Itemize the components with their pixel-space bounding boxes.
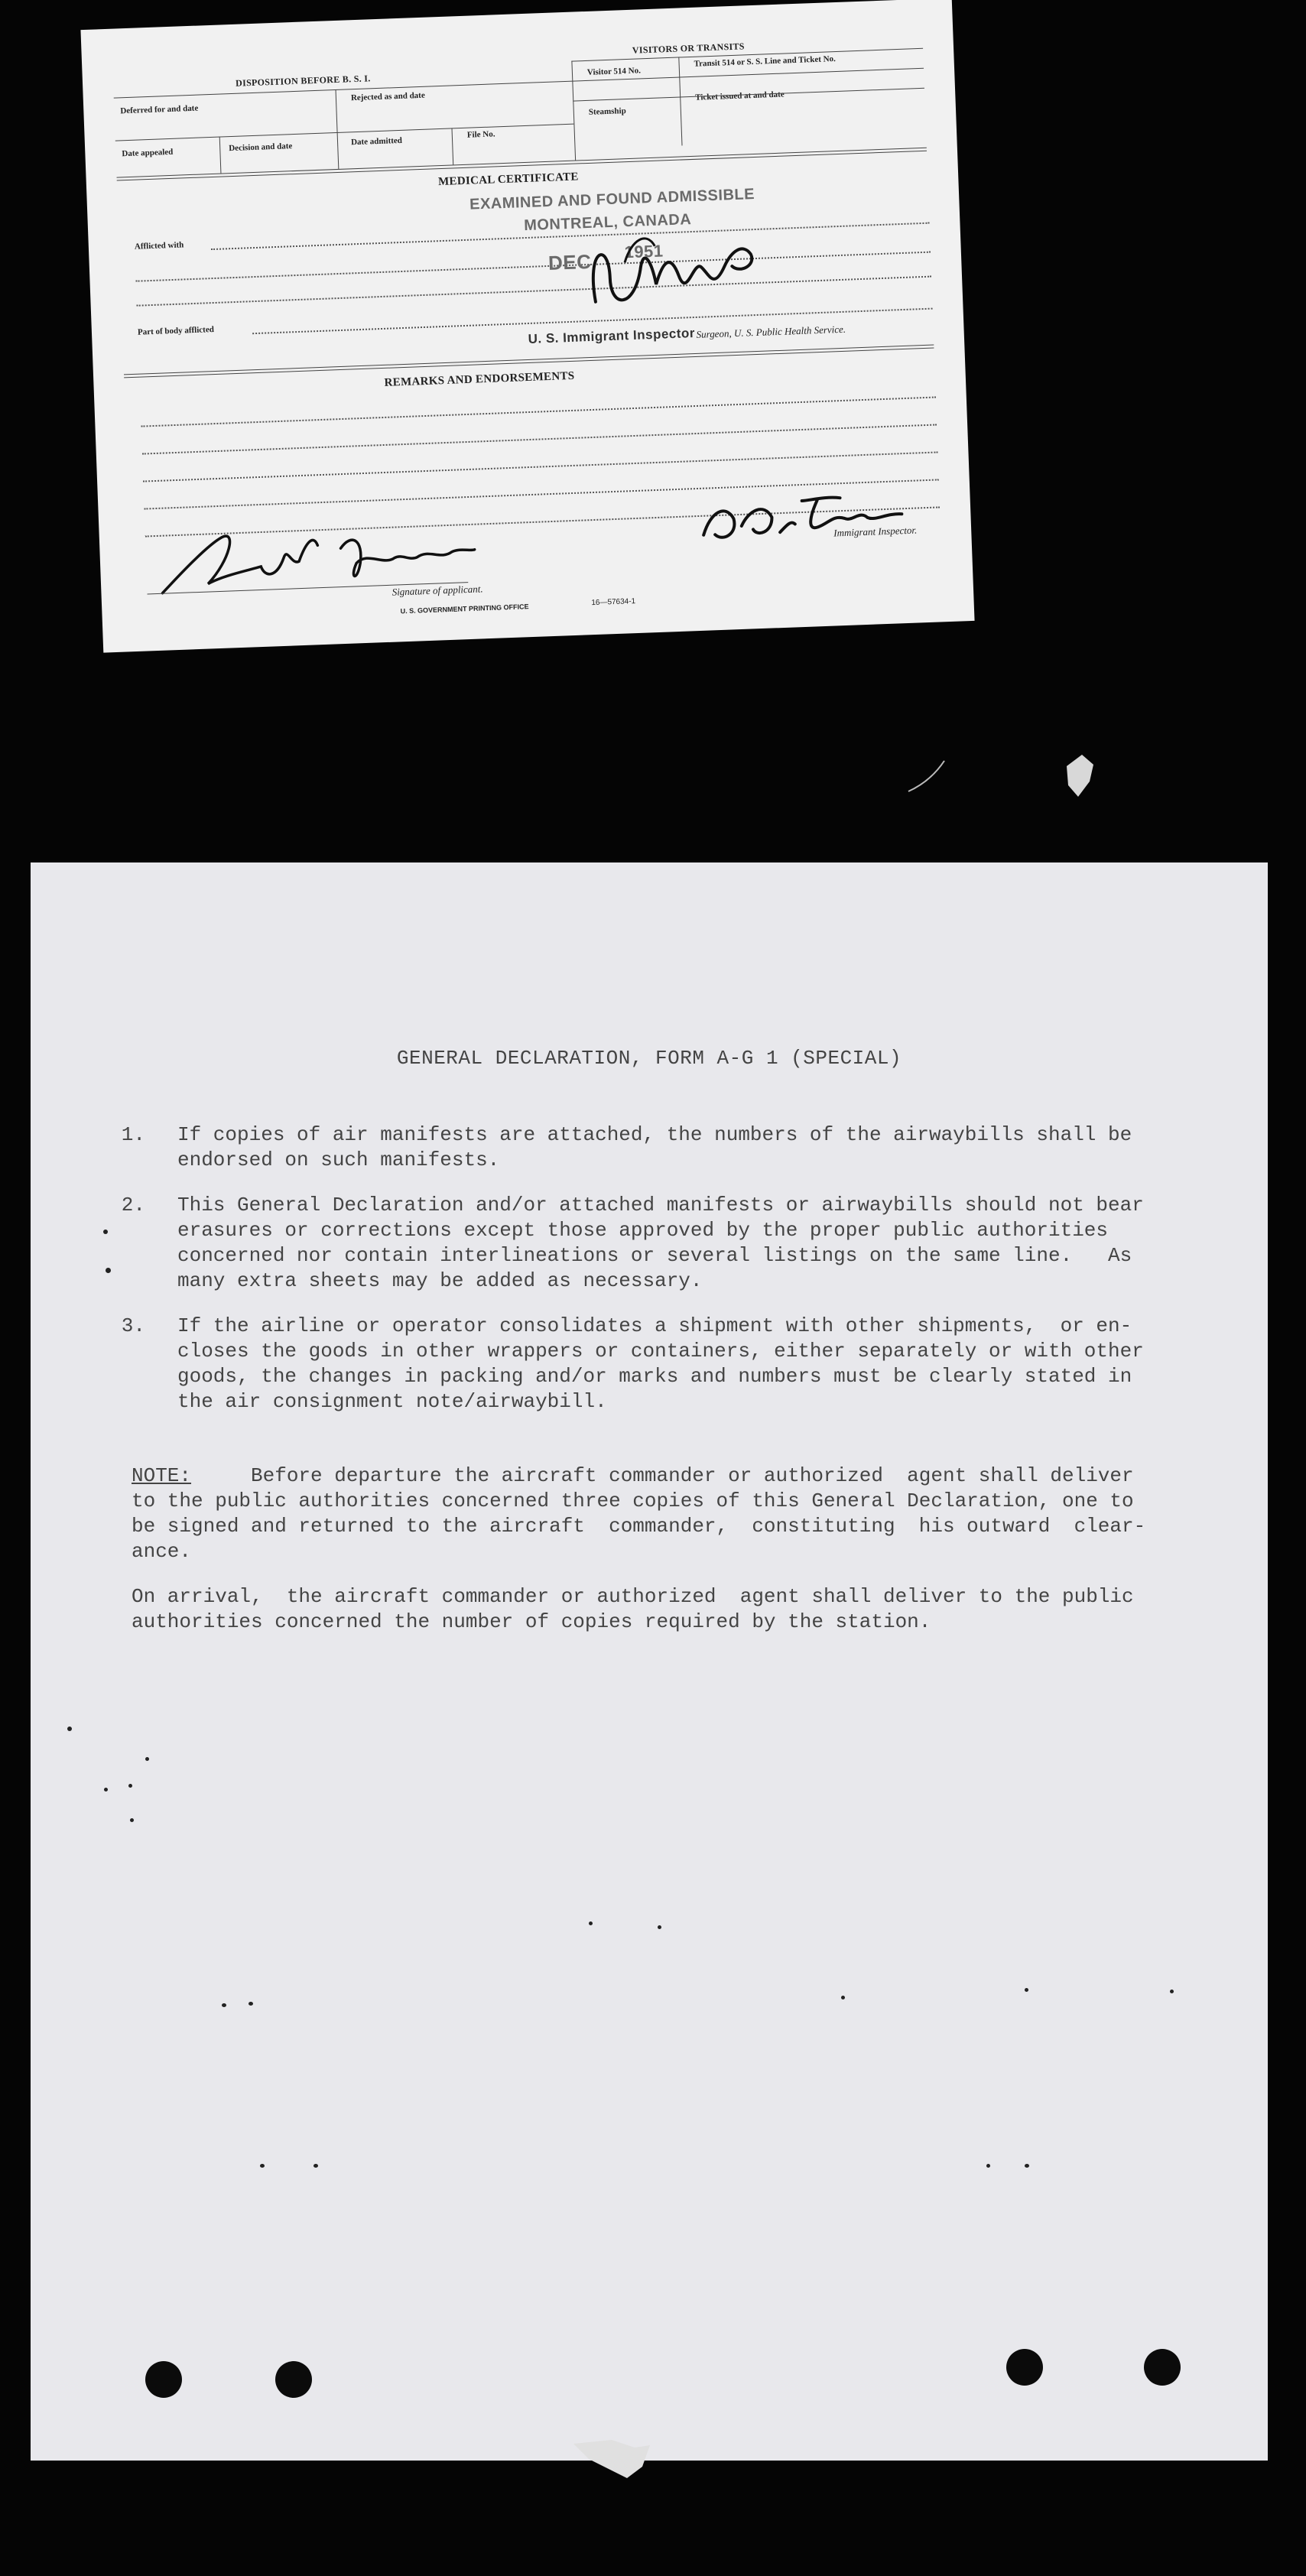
item-3-line: the air consignment note/airwaybill. bbox=[177, 1390, 607, 1413]
speck bbox=[106, 1268, 111, 1273]
divider bbox=[678, 57, 682, 145]
item-1-line: If copies of air manifests are attached, the numbers of the airwaybills shall be bbox=[177, 1123, 1132, 1146]
speck bbox=[128, 1784, 132, 1788]
remarks-title: REMARKS AND ENDORSEMENTS bbox=[384, 369, 575, 389]
divider bbox=[337, 132, 339, 169]
inspector-signature bbox=[694, 474, 911, 551]
stamp-date-month: DEC bbox=[547, 249, 592, 274]
form-number: 16—57634-1 bbox=[591, 597, 636, 608]
divider bbox=[219, 137, 222, 174]
speck bbox=[1025, 2164, 1029, 2168]
printing-office: U. S. GOVERNMENT PRINTING OFFICE bbox=[400, 603, 529, 616]
speck bbox=[249, 2002, 253, 2006]
item-2-line: many extra sheets may be added as necessary. bbox=[177, 1269, 703, 1292]
speck bbox=[658, 1925, 661, 1929]
declaration-title: GENERAL DECLARATION, FORM A-G 1 (SPECIAL) bbox=[396, 1047, 902, 1070]
immigrant-inspector-label: Immigrant Inspector. bbox=[833, 524, 918, 539]
punch-hole bbox=[1006, 2349, 1043, 2386]
arrival-line: On arrival, the aircraft commander or authorized agent shall deliver to the public bbox=[132, 1585, 1134, 1608]
speck bbox=[222, 2003, 226, 2007]
item-number: 2. bbox=[121, 1194, 145, 1217]
item-3-line: If the airline or operator consolidates a shipment with other shipments, or en- bbox=[177, 1314, 1132, 1337]
note-line: ance. bbox=[132, 1540, 192, 1563]
steamship-label: Steamship bbox=[588, 106, 626, 117]
rule bbox=[115, 124, 574, 141]
transit-514-label: Transit 514 or S. S. Line and Ticket No. bbox=[694, 54, 837, 69]
admission-stamp-line2: MONTREAL, CANADA bbox=[523, 211, 692, 235]
item-1-line: endorsed on such manifests. bbox=[177, 1148, 500, 1171]
item-number: 1. bbox=[121, 1123, 145, 1146]
card-body bbox=[80, 0, 974, 653]
punch-hole bbox=[145, 2361, 182, 2398]
note-line: be signed and returned to the aircraft commander, constituting his outward clear- bbox=[132, 1515, 1146, 1538]
item-3-line: closes the goods in other wrappers or containers, either separately or with other bbox=[177, 1340, 1144, 1363]
inspector-handwritten-signature bbox=[577, 212, 765, 333]
divider bbox=[336, 89, 338, 132]
speck bbox=[145, 1757, 149, 1761]
stamp-date-year: 1951 bbox=[624, 241, 664, 262]
paper-hair bbox=[902, 757, 948, 803]
divider bbox=[571, 61, 576, 161]
ticket-issued-label: Ticket issued at and date bbox=[695, 89, 785, 102]
speck bbox=[1025, 1988, 1028, 1992]
speck bbox=[986, 2164, 990, 2168]
speck bbox=[589, 1921, 593, 1925]
part-of-body-label: Part of body afflicted bbox=[137, 325, 215, 337]
item-2-line: concerned nor contain interlineations or several listings on the same line. As bbox=[177, 1244, 1132, 1267]
afflicted-with-label: Afflicted with bbox=[134, 240, 184, 252]
deferred-label: Deferred for and date bbox=[120, 103, 199, 116]
surgeon-label: Surgeon, U. S. Public Health Service. bbox=[696, 323, 846, 340]
speck bbox=[260, 2164, 265, 2168]
fill-line bbox=[137, 276, 931, 307]
note-line: to the public authorities concerned three copies of this General Declaration, one to bbox=[132, 1489, 1134, 1512]
arrival-line: authorities concerned the number of copies required by the station. bbox=[132, 1610, 931, 1633]
remark-line bbox=[141, 397, 935, 427]
note-line: Before departure the aircraft commander or authorized agent shall deliver bbox=[191, 1464, 1134, 1487]
visitors-header: VISITORS OR TRANSITS bbox=[632, 41, 746, 56]
file-no-label: File No. bbox=[466, 129, 495, 140]
admission-stamp-line1: EXAMINED AND FOUND ADMISSIBLE bbox=[469, 186, 755, 213]
item-number: 3. bbox=[121, 1314, 145, 1337]
date-admitted-label: Date admitted bbox=[350, 135, 403, 148]
punch-hole bbox=[275, 2361, 312, 2398]
remark-line bbox=[142, 424, 937, 454]
stamp-inspector: U. S. Immigrant Inspector bbox=[528, 325, 696, 346]
speck bbox=[314, 2164, 318, 2168]
divider bbox=[451, 128, 453, 164]
date-appealed-label: Date appealed bbox=[122, 147, 174, 159]
item-2-line: This General Declaration and/or attached manifests or airwaybills should not bear bbox=[177, 1194, 1144, 1217]
rejected-label: Rejected as and date bbox=[350, 90, 425, 103]
punch-hole bbox=[1144, 2349, 1181, 2386]
paper-fragment bbox=[1059, 751, 1105, 804]
speck bbox=[841, 1996, 845, 1999]
rule bbox=[124, 345, 934, 375]
manifest-card bbox=[80, 0, 974, 653]
medical-certificate-title: MEDICAL CERTIFICATE bbox=[437, 171, 579, 189]
speck bbox=[103, 1230, 108, 1234]
item-3-line: goods, the changes in packing and/or marks and numbers must be clearly stated in bbox=[177, 1365, 1132, 1388]
general-declaration-page bbox=[31, 862, 1268, 2461]
item-2-line: erasures or corrections except those approved by the proper public authorities bbox=[177, 1219, 1108, 1242]
disposition-header: DISPOSITION BEFORE B. S. I. bbox=[235, 73, 371, 89]
signature-applicant-label: Signature of applicant. bbox=[391, 583, 483, 598]
paper-tear bbox=[566, 2436, 673, 2490]
speck bbox=[104, 1788, 108, 1792]
visitor-514-label: Visitor 514 No. bbox=[586, 66, 642, 77]
note-label: NOTE: bbox=[132, 1464, 192, 1487]
speck bbox=[67, 1727, 72, 1731]
speck bbox=[130, 1818, 134, 1822]
speck bbox=[1170, 1990, 1174, 1993]
decision-date-label: Decision and date bbox=[229, 141, 293, 154]
